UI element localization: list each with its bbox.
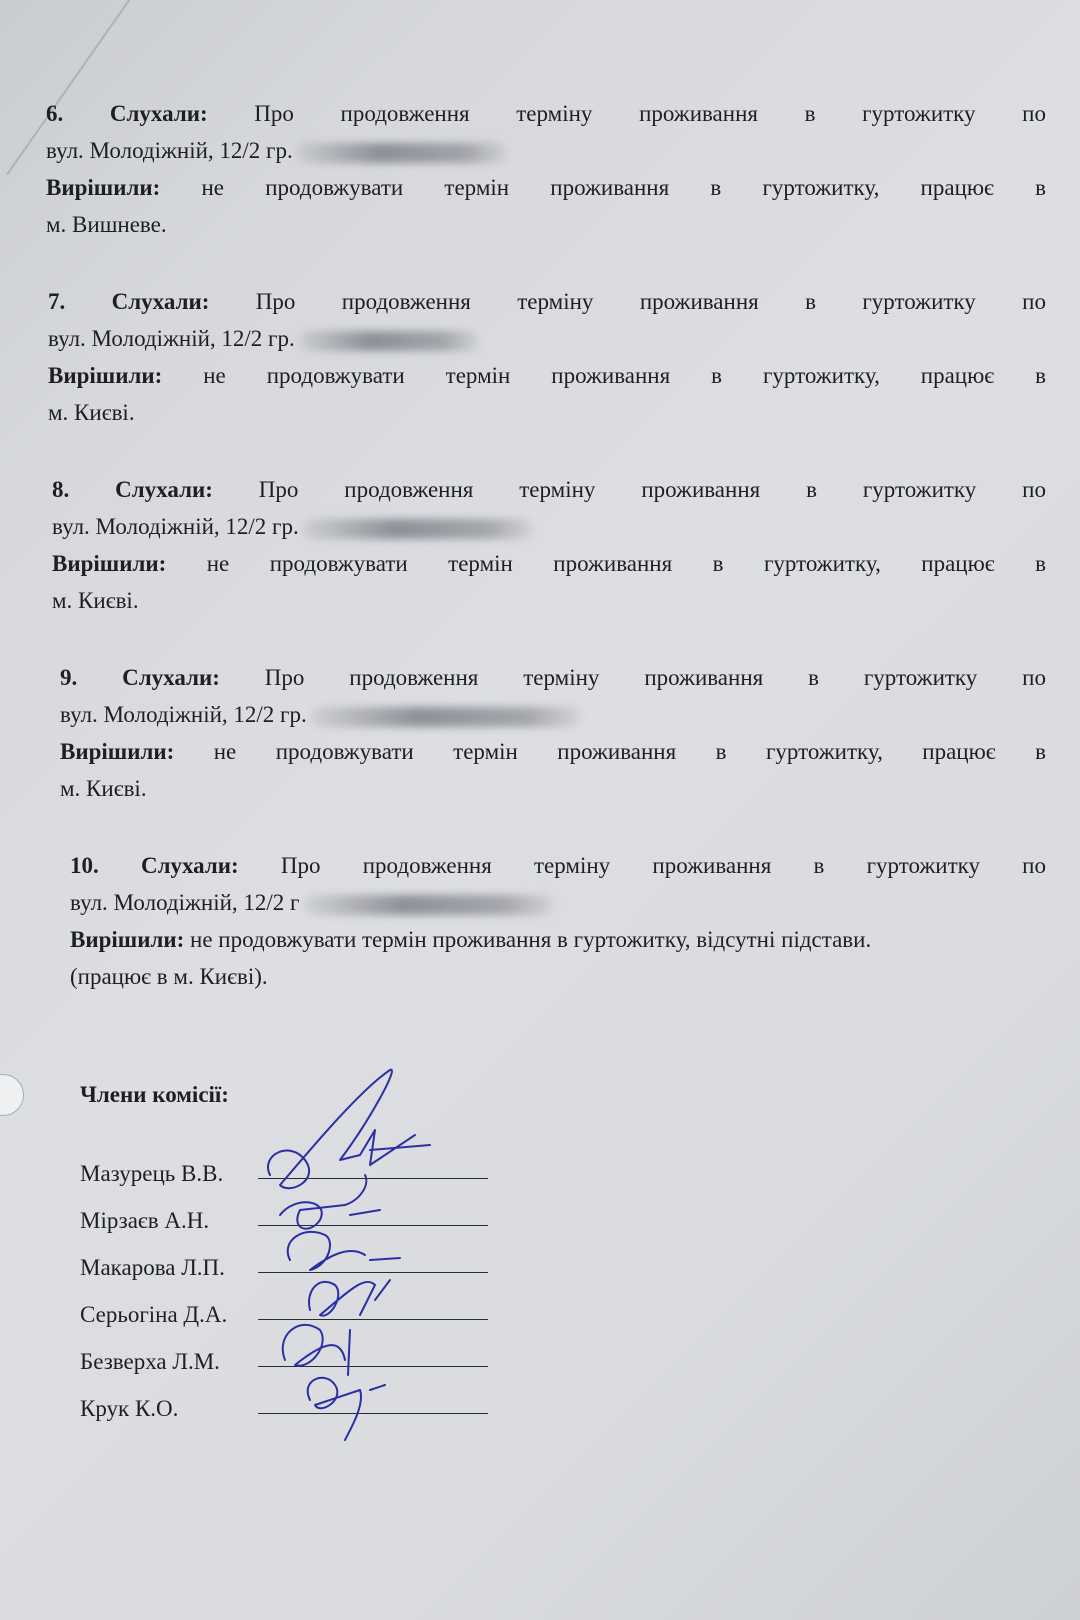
decided-label: Вирішили: — [48, 363, 163, 388]
decided-label: Вирішили: — [46, 175, 161, 200]
agenda-item-7 — [46, 283, 1046, 431]
redacted-name — [299, 331, 479, 351]
agenda-item-9 — [46, 659, 1046, 807]
heard-text: Про продовження терміну проживання в гуртожитку по — [264, 665, 1046, 690]
member-name: Безверха Л.М. — [80, 1349, 220, 1374]
heard-text: Про продовження терміну проживання в гуртожитку по — [254, 101, 1046, 126]
heard-label: Слухали: — [109, 101, 208, 126]
address-text: вул. Молодіжній, 12/2 гр. — [46, 138, 293, 163]
decided-tail: (працює в м. Києві). — [70, 964, 268, 989]
member-name: Макарова Л.П. — [80, 1255, 225, 1280]
minutes-body — [46, 95, 1046, 1035]
decided-text: не продовжувати термін проживання в гуртожитку, працює в — [213, 739, 1046, 764]
decided-text: не продовжувати термін проживання в гуртожитку, відсутні підстави. — [190, 927, 872, 952]
decided-text: не продовжувати термін проживання в гуртожитку, працює в — [206, 551, 1046, 576]
agenda-item-10 — [46, 847, 1046, 995]
heard-label: Слухали: — [115, 477, 213, 502]
redacted-name — [311, 707, 581, 727]
redacted-name — [297, 143, 507, 163]
item-number: 8. — [52, 477, 70, 502]
address-text: вул. Молодіжній, 12/2 гр. — [48, 326, 295, 351]
decided-label: Вирішили: — [70, 927, 185, 952]
decided-text: не продовжувати термін проживання в гуртожитку, працює в — [203, 363, 1046, 388]
item-number: 6. — [46, 101, 64, 126]
agenda-item-6 — [46, 95, 1046, 243]
redacted-name — [303, 519, 533, 539]
decided-label: Вирішили: — [60, 739, 175, 764]
heard-label: Слухали: — [111, 289, 210, 314]
commission-title: Члени комісії: — [80, 1082, 229, 1107]
item-number: 10. — [70, 853, 99, 878]
address-text: вул. Молодіжній, 12/2 гр. — [60, 702, 307, 727]
heard-text: Про продовження терміну проживання в гуртожитку по — [255, 289, 1046, 314]
item-number: 7. — [48, 289, 66, 314]
decided-tail: м. Києві. — [48, 400, 135, 425]
heard-label: Слухали: — [122, 665, 220, 690]
member-name: Крук К.О. — [80, 1396, 179, 1421]
member-name: Мірзаєв А.Н. — [80, 1208, 210, 1233]
agenda-item-8 — [46, 471, 1046, 619]
address-text: вул. Молодіжній, 12/2 г — [70, 890, 300, 915]
decided-tail: м. Вишневе. — [46, 212, 167, 237]
punch-hole — [0, 1074, 24, 1116]
heard-label: Слухали: — [140, 853, 239, 878]
item-number: 9. — [60, 665, 78, 690]
address-text: вул. Молодіжній, 12/2 гр. — [52, 514, 299, 539]
redacted-name — [304, 895, 554, 915]
decided-label: Вирішили: — [52, 551, 167, 576]
member-name: Мазурець В.В. — [80, 1161, 224, 1186]
member-name: Серьогіна Д.А. — [80, 1302, 228, 1327]
handwritten-signatures — [250, 1060, 450, 1450]
decided-tail: м. Києві. — [52, 588, 139, 613]
decided-text: не продовжувати термін проживання в гуртожитку, працює в — [201, 175, 1046, 200]
decided-tail: м. Києві. — [60, 776, 147, 801]
heard-text: Про продовження терміну проживання в гуртожитку по — [258, 477, 1046, 502]
heard-text: Про продовження терміну проживання в гуртожитку по — [280, 853, 1046, 878]
